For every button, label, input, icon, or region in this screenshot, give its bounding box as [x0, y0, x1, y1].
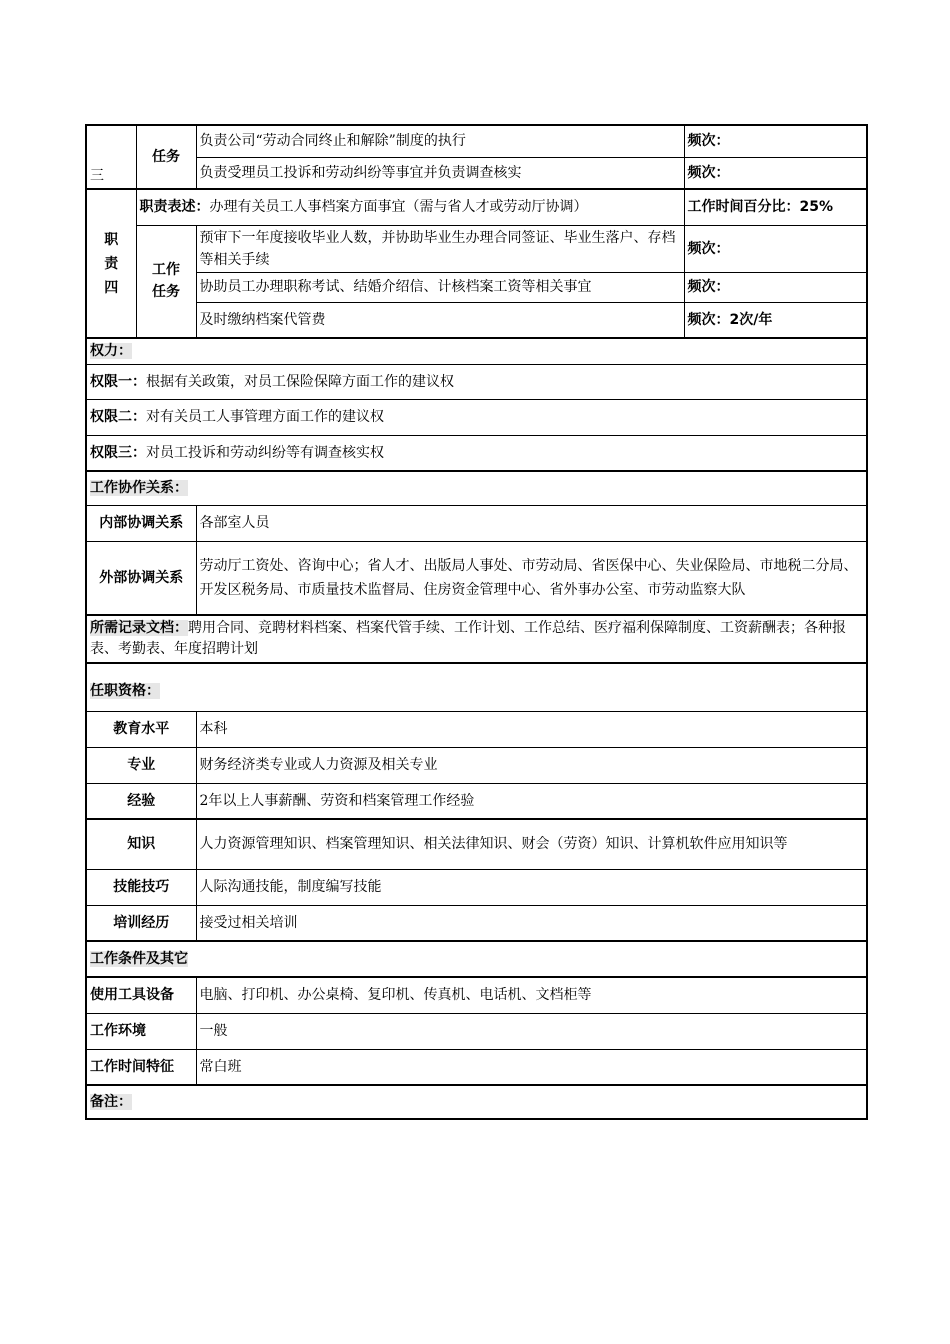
- remarks-row: [86, 1085, 867, 1119]
- qual-label-2: 专业: [86, 747, 196, 783]
- power-item-1-text: 根据有关政策，对员工保险保障方面工作的建议权: [146, 373, 454, 390]
- duty4-freq-1: 频次：: [684, 225, 867, 272]
- external-text: 劳动厅工资处、咨询中心；省人才、出版局人事处、市劳动局、省医保中心、失业保险局、市地税二分局、开发区税务局、市质量技术监督局、住房资金管理中心、省外事办公室、市劳动监察大队: [196, 541, 867, 615]
- duty3-task-label: 任务: [136, 125, 196, 189]
- duty4-task-1: 预审下一年度接收毕业人数，并协助毕业生办理合同签证、毕业生落户、存档等相关手续: [196, 225, 684, 272]
- remarks-title: 备注：: [90, 1094, 132, 1110]
- duty3-task-1: 负责公司“劳动合同终止和解除”制度的执行: [196, 125, 684, 157]
- qual-text-3: 2年以上人事薪酬、劳资和档案管理工作经验: [196, 783, 867, 819]
- remarks-cell: [86, 1085, 867, 1119]
- records-text: 聘用合同、竞聘材料档案、档案代管手续、工作计划、工作总结、医疗福利保障制度、工资薪酬表；各种报表、考勤表、年度招聘计划: [90, 620, 846, 657]
- power-item-2: [86, 399, 867, 435]
- power-title-cell: [86, 338, 867, 364]
- relations-internal-row: [86, 505, 867, 541]
- relations-title-row: [86, 471, 867, 505]
- cond-text-2: 一般: [196, 1013, 867, 1049]
- qual-text-6: 接受过相关培训: [196, 905, 867, 941]
- power-row-2: [86, 399, 867, 435]
- cond-label-2: 工作环境: [86, 1013, 196, 1049]
- qual-label-6: 培训经历: [86, 905, 196, 941]
- qual-row-5: [86, 869, 867, 905]
- cond-row-3: [86, 1049, 867, 1085]
- duty4-label-text: 职责四: [104, 231, 119, 296]
- duty4-row-3: [86, 302, 867, 338]
- relations-title-cell: [86, 471, 867, 505]
- internal-text: 各部室人员: [196, 505, 867, 541]
- power-row-1: [86, 364, 867, 399]
- conditions-title-cell: [86, 941, 867, 977]
- duty4-desc-text: 办理有关员工人事档案方面事宜（需与省人才或劳动厅协调）: [209, 199, 588, 216]
- duty3-label: 三: [86, 125, 136, 189]
- duty3-row-2: [86, 157, 867, 189]
- cond-row-1: [86, 977, 867, 1013]
- power-item-2-text: 对有关员工人事管理方面工作的建议权: [146, 409, 384, 425]
- qualification-title-cell: [86, 663, 867, 711]
- duty4-task-label: [136, 225, 196, 338]
- qual-text-2: 财务经济类专业或人力资源及相关专业: [196, 747, 867, 783]
- external-label: 外部协调关系: [86, 541, 196, 615]
- power-item-3-label: 权限三：: [90, 444, 146, 461]
- duty4-row-2: [86, 272, 867, 302]
- job-description-table: [85, 124, 868, 1120]
- qualification-title-row: [86, 663, 867, 711]
- power-item-3-text: 对员工投诉和劳动纠纷等有调查核实权: [146, 444, 384, 461]
- power-item-1-label: 权限一：: [90, 373, 146, 390]
- relations-title: 工作协作关系：: [90, 480, 188, 497]
- qual-row-3: [86, 783, 867, 819]
- job-description-page: [85, 124, 866, 1120]
- qual-row-6: [86, 905, 867, 941]
- records-cell: [86, 615, 867, 663]
- duty3-task-2: 负责受理员工投诉和劳动纠纷等事宜并负责调查核实: [196, 157, 684, 189]
- duty4-task-2: 协助员工办理职称考试、结婚介绍信、计核档案工资等相关事宜: [196, 272, 684, 302]
- qual-row-2: [86, 747, 867, 783]
- power-title-row: [86, 338, 867, 364]
- power-item-2-label: 权限二：: [90, 409, 146, 425]
- qual-text-4: 人力资源管理知识、档案管理知识、相关法律知识、财会（劳资）知识、计算机软件应用知识等: [196, 819, 867, 869]
- records-row: [86, 615, 867, 663]
- duty4-task-label-text: 工作任务: [152, 262, 180, 301]
- qual-label-4: 知识: [86, 819, 196, 869]
- qual-row-1: [86, 711, 867, 747]
- duty3-row-1: [86, 125, 867, 157]
- power-row-3: [86, 435, 867, 471]
- power-item-3: [86, 435, 867, 471]
- qual-text-1: 本科: [196, 711, 867, 747]
- qual-label-3: 经验: [86, 783, 196, 819]
- cond-text-1: 电脑、打印机、办公桌椅、复印机、传真机、电话机、文档柜等: [196, 977, 867, 1013]
- cond-label-1: 使用工具设备: [86, 977, 196, 1013]
- duty4-pct: 工作时间百分比：25%: [684, 189, 867, 225]
- duty4-freq-3-text: 频次：2次/年: [687, 312, 773, 328]
- duty4-label: [86, 189, 136, 338]
- duty4-task-3: 及时缴纳档案代管费: [196, 302, 684, 338]
- power-title: 权力：: [90, 343, 132, 360]
- duty4-desc-row: [86, 189, 867, 225]
- duty4-freq-2: 频次：: [684, 272, 867, 302]
- conditions-title-row: [86, 941, 867, 977]
- cond-text-3: 常白班: [196, 1049, 867, 1085]
- duty4-row-1: [86, 225, 867, 272]
- qual-label-1: 教育水平: [86, 711, 196, 747]
- qual-row-4: [86, 819, 867, 869]
- relations-external-row: [86, 541, 867, 615]
- cond-row-2: [86, 1013, 867, 1049]
- qual-text-5: 人际沟通技能，制度编写技能: [196, 869, 867, 905]
- duty3-freq-1: 频次：: [684, 125, 867, 157]
- power-item-1: [86, 364, 867, 399]
- duty4-desc-label: 职责表述：: [139, 199, 210, 216]
- cond-label-3: 工作时间特征: [86, 1049, 196, 1085]
- duty3-freq-2: 频次：: [684, 157, 867, 189]
- qual-label-5: 技能技巧: [86, 869, 196, 905]
- duty4-desc: [136, 189, 684, 225]
- internal-label: 内部协调关系: [86, 505, 196, 541]
- duty4-freq-3: [684, 302, 867, 338]
- qualification-title: 任职资格：: [90, 683, 160, 699]
- records-label: 所需记录文档：: [90, 620, 188, 636]
- conditions-title: 工作条件及其它: [90, 951, 188, 967]
